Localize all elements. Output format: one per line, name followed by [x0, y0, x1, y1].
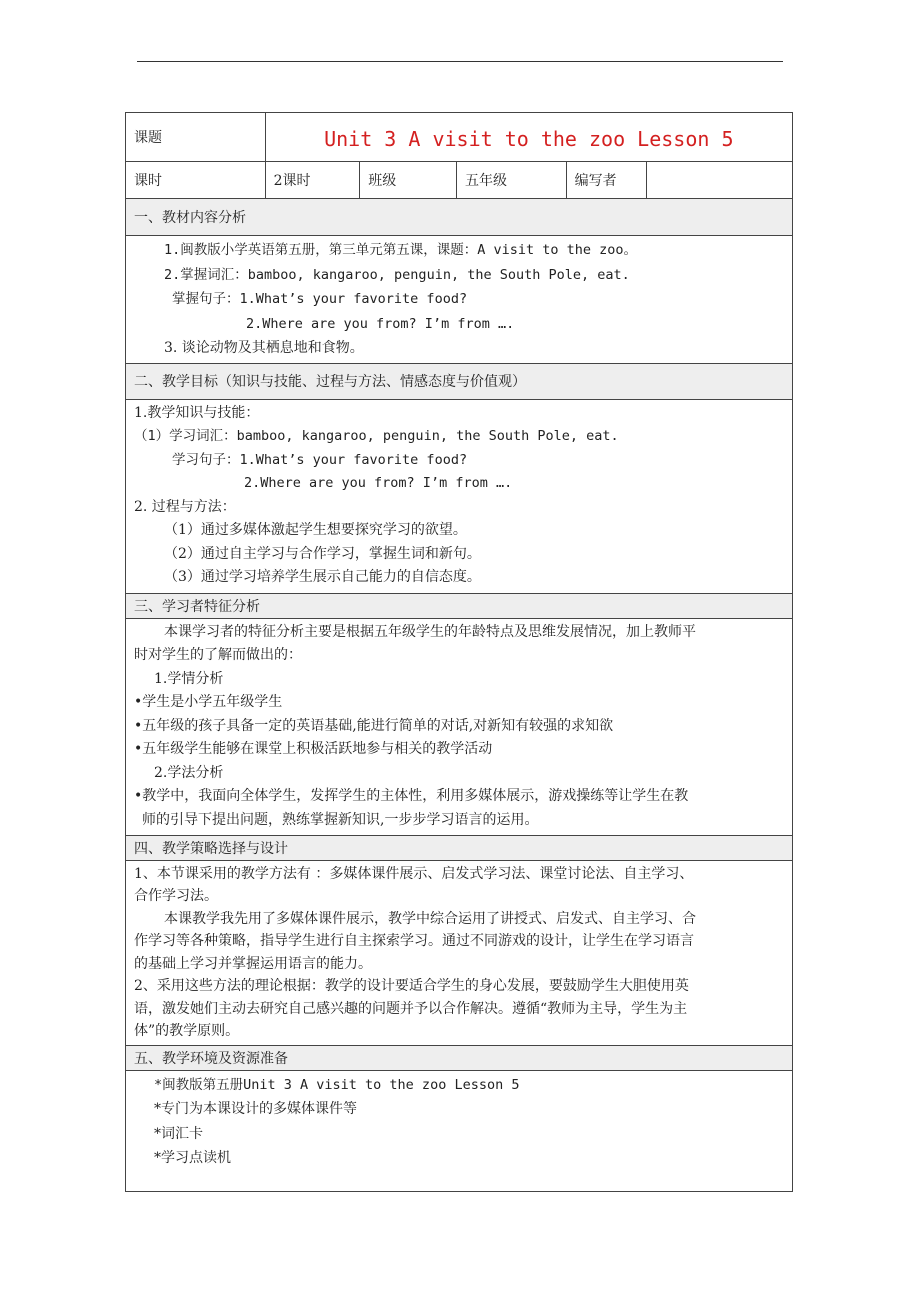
hours-label: 课时	[126, 162, 266, 198]
content-line: 本课教学我先用了多媒体课件展示，教学中综合运用了讲授式、启发式、自主学习、合	[164, 910, 696, 927]
content-line: 1.教学知识与技能：	[134, 404, 260, 421]
content-line: 2.Where are you from? I’m from ….	[246, 315, 515, 332]
hours-value: 2课时	[266, 162, 361, 198]
content-line: （1）通过多媒体激起学生想要探究学习的欲望。	[164, 522, 467, 538]
content-line: 合作学习法。	[134, 888, 218, 904]
section-content	[126, 1071, 792, 1191]
content-line: 学习句子：1.What’s your favorite food?	[172, 451, 468, 468]
content-line: *词汇卡	[154, 1125, 203, 1142]
content-line: 师的引导下提出问题，熟练掌握新知识,一步步学习语言的运用。	[142, 811, 539, 828]
content-line: 3. 谈论动物及其栖息地和食物。	[164, 340, 364, 356]
section-content	[126, 619, 792, 835]
content-line: （2）通过自主学习与合作学习，掌握生词和新句。	[164, 545, 481, 562]
section-heading: 三、学习者特征分析	[126, 594, 792, 618]
content-line: •学生是小学五年级学生	[134, 694, 283, 710]
content-line: 2.学法分析	[154, 764, 224, 781]
lesson-plan-table	[125, 112, 793, 1192]
content-line: 体”的教学原则。	[134, 1023, 240, 1039]
content-line: 的基础上学习并掌握运用语言的能力。	[134, 955, 372, 972]
class-label: 班级	[360, 162, 457, 198]
content-line: 2、采用这些方法的理论根据：教学的设计要适合学生的身心发展，要鼓励学生大胆使用英	[134, 978, 689, 994]
content-line: 2. 过程与方法：	[134, 498, 236, 515]
content-line: 1.闽教版小学英语第五册，第三单元第五课，课题：A visit to the zoo。	[164, 242, 638, 258]
info-row	[126, 162, 792, 199]
section-heading: 二、教学目标（知识与技能、过程与方法、情感态度与价值观）	[126, 364, 792, 399]
content-line: 语，激发她们主动去研究自己感兴趣的问题并予以合作解决。遵循“教师为主导，学生为主	[134, 1000, 688, 1017]
title-row	[126, 113, 792, 162]
header-rule	[137, 61, 783, 62]
section-content	[126, 400, 792, 593]
content-line: 1、本节课采用的教学方法有 ：多媒体课件展示、启发式学习法、课堂讨论法、自主学习、	[134, 865, 694, 882]
section-heading: 五、教学环境及资源准备	[126, 1046, 792, 1070]
content-line: *专门为本课设计的多媒体课件等	[154, 1101, 357, 1117]
content-line: 掌握句子：1.What’s your favorite food?	[172, 291, 468, 307]
content-line: •教学中，我面向全体学生，发挥学生的主体性，利用多媒体展示，游戏操练等让学生在教	[134, 788, 689, 804]
content-line: •五年级的孩子具备一定的英语基础,能进行简单的对话,对新知有较强的求知欲	[134, 717, 614, 734]
content-line: *闽教版第五册Unit 3 A visit to the zoo Lesson 5	[154, 1076, 520, 1093]
content-line: 本课学习者的特征分析主要是根据五年级学生的年龄特点及思维发展情况，加上教师平	[164, 623, 696, 640]
author-value	[647, 162, 792, 198]
content-line: •五年级学生能够在课堂上积极活跃地参与相关的教学活动	[134, 741, 493, 757]
content-line: （3）通过学习培养学生展示自己能力的自信态度。	[164, 569, 481, 585]
lesson-title: Unit 3 A visit to the zoo Lesson 5	[324, 127, 734, 151]
section-content	[126, 236, 792, 363]
class-value: 五年级	[457, 162, 567, 198]
section-heading: 一、教材内容分析	[126, 199, 792, 235]
content-line: 2.Where are you from? I’m from ….	[244, 475, 513, 491]
content-line: 2.掌握词汇：bamboo, kangaroo, penguin, the South Pole, eat.	[164, 266, 630, 283]
content-line: *学习点读机	[154, 1150, 231, 1166]
topic-label: 课题	[126, 113, 266, 161]
section-heading: 四、教学策略选择与设计	[126, 836, 792, 860]
content-line: 时对学生的了解而做出的：	[134, 647, 302, 663]
content-line: （1）学习词汇：bamboo, kangaroo, penguin, the South Pole, eat.	[134, 428, 619, 444]
content-line: 作学习等各种策略，指导学生进行自主探索学习。通过不同游戏的设计，让学生在学习语言	[134, 933, 694, 949]
section-content	[126, 861, 792, 1045]
content-line: 1.学情分析	[154, 670, 224, 687]
author-label: 编写者	[567, 162, 648, 198]
